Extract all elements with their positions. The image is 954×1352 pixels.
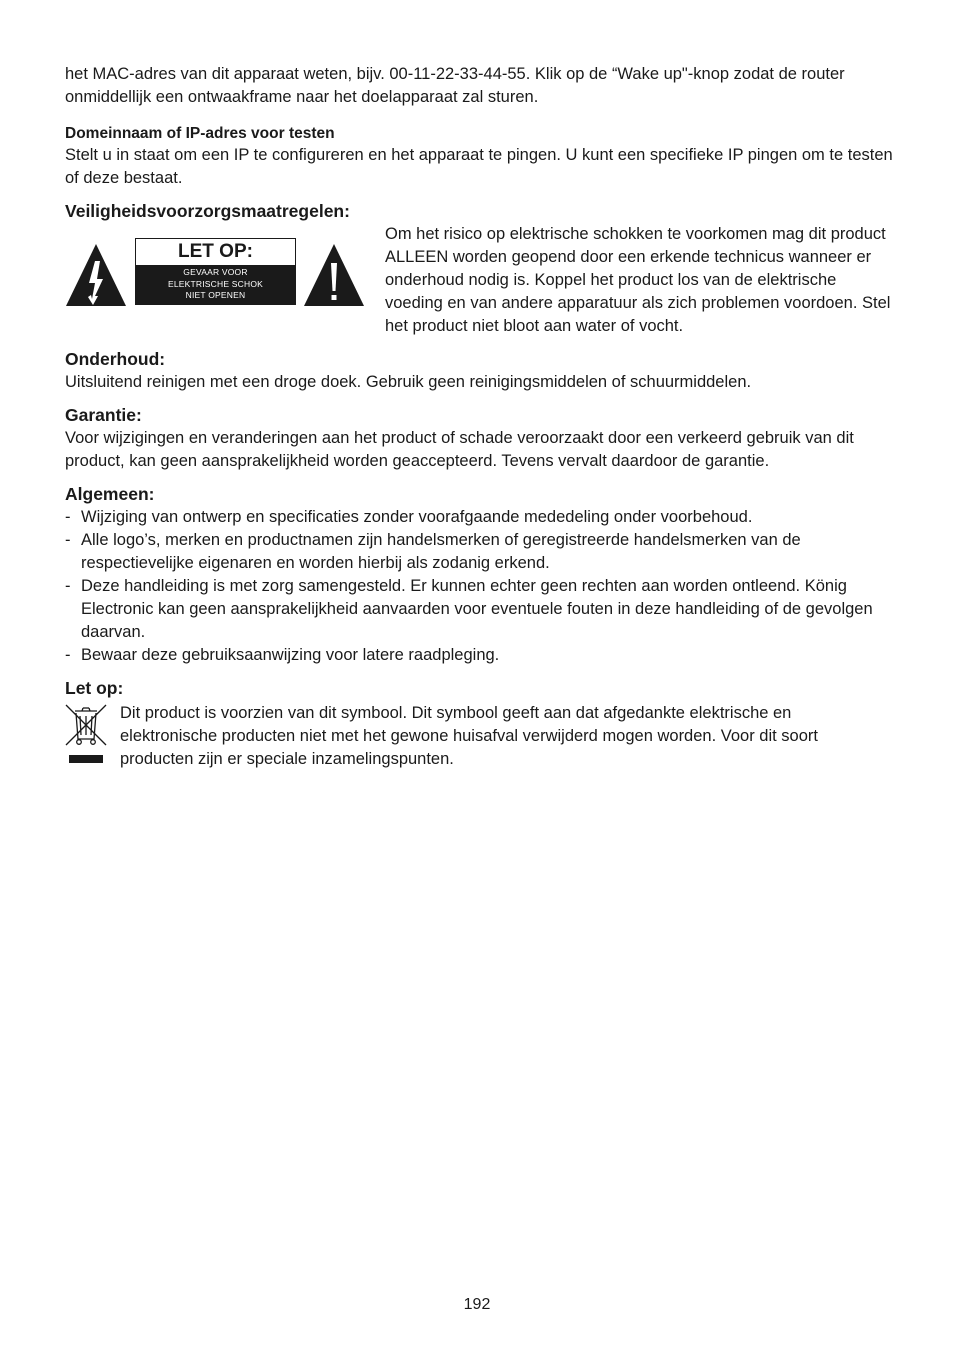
- note-title: Let op:: [65, 678, 124, 698]
- intro-paragraph: het MAC-adres van dit apparaat weten, bijv. 00-11-22-33-44-55. Klik op de “Wake up"-knop zodat de router onmiddellijk een ontwaakframe naar het doelapparaat zal sturen.: [65, 65, 845, 106]
- list-item: - Wijziging van ontwerp en specificaties zonder voorafgaande mededeling onder voorbehoud.: [65, 506, 893, 529]
- safety-title: Veiligheidsvoorzorgsmaatregelen:: [65, 201, 350, 221]
- caution-label-line: GEVAAR VOOR: [183, 267, 248, 277]
- list-item: - Alle logo’s, merken en productnamen zijn handelsmerken of geregistreerde handelsmerken van de respectievelijke eigenaren en worden hierbij als zodanig erkend.: [65, 529, 893, 575]
- weee-row: [65, 702, 893, 771]
- weee-crossed-bin-icon: [65, 702, 107, 768]
- lightning-warning-icon: [65, 243, 127, 307]
- domain-section-title: Domeinnaam of IP-adres voor testen: [65, 125, 335, 142]
- safety-icons: [65, 223, 385, 333]
- domain-section: [65, 123, 893, 190]
- caution-label-line: NIET OPENEN: [185, 290, 246, 300]
- general-section: [65, 482, 893, 667]
- general-title: Algemeen:: [65, 484, 155, 504]
- weee-icon-wrapper: [65, 702, 120, 768]
- note-section: [65, 676, 893, 771]
- page-number: 192: [463, 1296, 491, 1313]
- caution-label-line: ELEKTRISCHE SCHOK: [167, 278, 264, 289]
- caution-label-body: [136, 265, 295, 304]
- maintenance-title: Onderhoud:: [65, 349, 166, 369]
- caution-label: [135, 238, 296, 305]
- manual-page: [65, 63, 893, 771]
- warranty-section: [65, 403, 893, 473]
- note-text: Dit product is voorzien van dit symbool. Dit symbool geeft aan dat afgedankte elektrische en elektronische producten niet met het gewone huisafval verwijderd mogen worden. Voor dit soort producten zijn er speciale inzamelingspunten.: [120, 704, 818, 768]
- list-item: - Bewaar deze gebruiksaanwijzing voor latere raadpleging.: [65, 644, 893, 667]
- caution-label-title: LET OP:: [178, 241, 253, 262]
- safety-text: Om het risico op elektrische schokken te voorkomen mag dit product ALLEEN worden geopend door een erkende technicus wanneer er onderhoud nodig is. Koppel het product los van de elektrische voeding en van andere apparatuur als zich problemen voordoen. Stel het product niet bloot aan water of vocht.: [385, 225, 891, 335]
- warranty-title: Garantie:: [65, 405, 142, 425]
- maintenance-section: [65, 347, 893, 394]
- warranty-text: Voor wijzigingen en veranderingen aan het product of schade veroorzaakt door een verkeerd gebruik van dit product, kan geen aansprakelijkheid worden geaccepteerd. Tevens vervalt daardoor de garantie.: [65, 429, 854, 470]
- exclamation-warning-icon: [303, 243, 365, 307]
- maintenance-text: Uitsluitend reinigen met een droge doek. Gebruik geen reinigingsmiddelen of schuurmiddelen.: [65, 373, 752, 391]
- safety-row: [65, 223, 893, 338]
- list-item: - Deze handleiding is met zorg samengesteld. Er kunnen echter geen rechten aan worden ontleend. König Electronic kan geen aansprakelijkheid aanvaarden voor eventuele fouten in deze handleiding of de gevolgen daarvan.: [65, 575, 893, 644]
- domain-section-text: Stelt u in staat om een IP te configureren en het apparaat te pingen. U kunt een specifieke IP pingen om te testen of deze bestaat.: [65, 146, 893, 187]
- safety-section: [65, 199, 893, 338]
- general-list: [65, 506, 893, 667]
